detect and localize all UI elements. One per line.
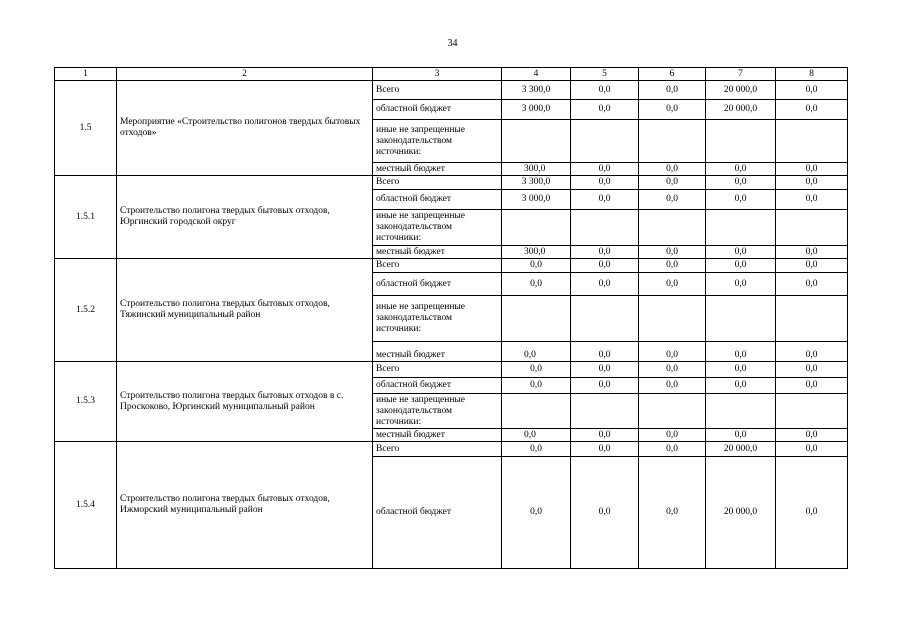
funding-source: Всего: [373, 176, 502, 190]
amount-cell: 0,0: [639, 378, 706, 394]
amount-cell: 300,0: [502, 163, 571, 176]
amount-cell: [639, 394, 706, 429]
amount-cell: 0,0: [706, 163, 776, 176]
funding-source: Всего: [373, 259, 502, 273]
amount-cell: 0,0: [571, 246, 639, 259]
amount-cell: 0,0: [502, 378, 571, 394]
amount-cell: [571, 394, 639, 429]
item-description: Строительство полигона твердых бытовых отходов, Ижморский муниципальный район: [117, 442, 373, 569]
amount-cell: [706, 210, 776, 246]
amount-cell: 0,0: [571, 190, 639, 210]
amount-cell: 0,0: [706, 190, 776, 210]
amount-cell: 0,0: [571, 259, 639, 273]
amount-cell: [502, 120, 571, 163]
amount-cell: 0,0: [639, 176, 706, 190]
amount-cell: 0,0: [571, 442, 639, 457]
funding-source: местный бюджет: [373, 163, 502, 176]
table-row: [55, 81, 848, 100]
amount-cell: 0,0: [639, 259, 706, 273]
amount-cell: 0,0: [776, 378, 848, 394]
amount-cell: 0,0: [571, 429, 639, 442]
funding-source: местный бюджет: [373, 342, 502, 362]
amount-cell: 0,0: [502, 457, 571, 569]
amount-cell: 0,0: [571, 81, 639, 100]
amount-cell: 0,0: [571, 176, 639, 190]
item-number: 1.5.1: [55, 176, 117, 259]
amount-cell: 0,0: [639, 246, 706, 259]
amount-cell: 0,0: [502, 442, 571, 457]
amount-cell: 0,0: [706, 259, 776, 273]
amount-cell: 0,0: [639, 273, 706, 296]
amount-cell: [776, 394, 848, 429]
amount-cell: [571, 296, 639, 342]
amount-cell: [706, 296, 776, 342]
amount-cell: 0,0: [776, 362, 848, 378]
amount-cell: 0,0: [776, 457, 848, 569]
item-description: Строительство полигона твердых бытовых отходов в с. Проскоково, Юргинский муниципальный район: [117, 362, 373, 442]
item-description: Строительство полигона твердых бытовых отходов, Тяжинский муниципальный район: [117, 259, 373, 362]
amount-cell: 0,0: [502, 259, 571, 273]
table-row: [55, 259, 848, 273]
amount-cell: 0,0: [706, 342, 776, 362]
amount-cell: 0,0: [706, 429, 776, 442]
amount-cell: 0,0: [776, 176, 848, 190]
amount-cell: 0,0: [776, 81, 848, 100]
amount-cell: 0,0: [639, 81, 706, 100]
amount-cell: 0,0: [706, 378, 776, 394]
amount-cell: 3 000,0: [502, 100, 571, 120]
item-number: 1.5: [55, 81, 117, 176]
amount-cell: 0,0: [776, 246, 848, 259]
item-number: 1.5.3: [55, 362, 117, 442]
amount-cell: 0,0: [776, 163, 848, 176]
amount-cell: [706, 394, 776, 429]
item-number: 1.5.4: [55, 442, 117, 569]
amount-cell: 3 000,0: [502, 190, 571, 210]
amount-cell: 20 000,0: [706, 100, 776, 120]
amount-cell: 0,0: [776, 190, 848, 210]
amount-cell: [571, 210, 639, 246]
funding-source: иные не запрещенные законодательством источники:: [373, 210, 502, 246]
amount-cell: 0,0: [639, 457, 706, 569]
table-row: [55, 362, 848, 378]
column-header: 3: [373, 68, 502, 81]
funding-source: Всего: [373, 442, 502, 457]
column-header: 2: [117, 68, 373, 81]
amount-cell: 0,0: [706, 246, 776, 259]
amount-cell: 0,0: [776, 100, 848, 120]
amount-cell: 0,0: [502, 429, 571, 442]
amount-cell: [706, 120, 776, 163]
funding-source: иные не запрещенные законодательством источники:: [373, 394, 502, 429]
amount-cell: 0,0: [639, 342, 706, 362]
amount-cell: 300,0: [502, 246, 571, 259]
amount-cell: 0,0: [776, 273, 848, 296]
amount-cell: 0,0: [776, 259, 848, 273]
column-header: 7: [706, 68, 776, 81]
funding-source: областной бюджет: [373, 100, 502, 120]
funding-source: местный бюджет: [373, 246, 502, 259]
amount-cell: 3 300,0: [502, 81, 571, 100]
funding-source: областной бюджет: [373, 190, 502, 210]
amount-cell: [502, 210, 571, 246]
amount-cell: 0,0: [706, 273, 776, 296]
amount-cell: 0,0: [571, 342, 639, 362]
amount-cell: [776, 210, 848, 246]
table-row: [55, 176, 848, 190]
amount-cell: 0,0: [502, 273, 571, 296]
amount-cell: 0,0: [776, 429, 848, 442]
amount-cell: 20 000,0: [706, 442, 776, 457]
funding-source: областной бюджет: [373, 378, 502, 394]
funding-source: местный бюджет: [373, 429, 502, 442]
column-header: 8: [776, 68, 848, 81]
amount-cell: 0,0: [639, 100, 706, 120]
amount-cell: [776, 120, 848, 163]
amount-cell: 0,0: [571, 378, 639, 394]
amount-cell: 0,0: [571, 457, 639, 569]
amount-cell: 0,0: [502, 342, 571, 362]
amount-cell: [502, 296, 571, 342]
funding-source: иные не запрещенные законодательством источники:: [373, 296, 502, 342]
column-header: 1: [55, 68, 117, 81]
budget-table: [54, 67, 848, 569]
amount-cell: 0,0: [571, 100, 639, 120]
amount-cell: 0,0: [571, 163, 639, 176]
amount-cell: 0,0: [639, 429, 706, 442]
amount-cell: 0,0: [639, 442, 706, 457]
item-number: 1.5.2: [55, 259, 117, 362]
amount-cell: 0,0: [706, 362, 776, 378]
funding-source: областной бюджет: [373, 273, 502, 296]
page-number: 34: [447, 38, 458, 49]
amount-cell: [639, 210, 706, 246]
amount-cell: [639, 296, 706, 342]
header-row: [55, 68, 848, 81]
amount-cell: 0,0: [639, 190, 706, 210]
funding-source: Всего: [373, 81, 502, 100]
column-header: 6: [639, 68, 706, 81]
amount-cell: 0,0: [639, 362, 706, 378]
funding-source: иные не запрещенные законодательством источники:: [373, 120, 502, 163]
amount-cell: 0,0: [502, 362, 571, 378]
item-description: Строительство полигона твердых бытовых отходов, Юргинский городской округ: [117, 176, 373, 259]
column-header: 4: [502, 68, 571, 81]
funding-source: областной бюджет: [373, 457, 502, 569]
table-row: [55, 442, 848, 457]
item-description: Мероприятие «Строительство полигонов твердых бытовых отходов»: [117, 81, 373, 176]
amount-cell: 0,0: [776, 442, 848, 457]
amount-cell: [776, 296, 848, 342]
amount-cell: [571, 120, 639, 163]
funding-source: Всего: [373, 362, 502, 378]
amount-cell: 20 000,0: [706, 81, 776, 100]
column-header: 5: [571, 68, 639, 81]
amount-cell: 0,0: [571, 273, 639, 296]
amount-cell: [639, 120, 706, 163]
amount-cell: 3 300,0: [502, 176, 571, 190]
amount-cell: 0,0: [776, 342, 848, 362]
amount-cell: 0,0: [639, 163, 706, 176]
amount-cell: 20 000,0: [706, 457, 776, 569]
amount-cell: 0,0: [706, 176, 776, 190]
amount-cell: [502, 394, 571, 429]
amount-cell: 0,0: [571, 362, 639, 378]
